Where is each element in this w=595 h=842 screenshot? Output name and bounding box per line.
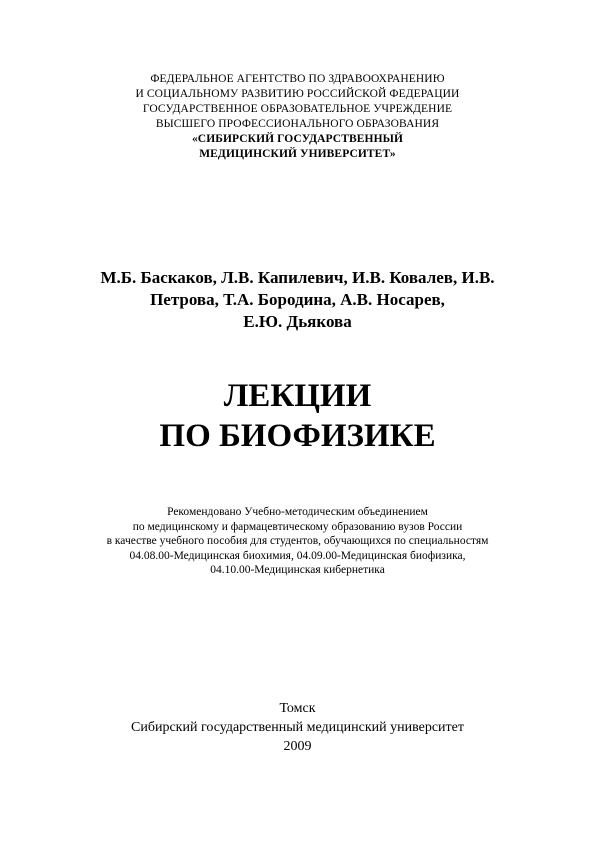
recommendation-line: 04.10.00-Медицинская кибернетика xyxy=(210,564,385,576)
title-line: ПО БИОФИЗИКЕ xyxy=(159,418,436,454)
recommendation-line: по медицинскому и фармацевтическому образованию вузов России xyxy=(132,520,463,533)
institution-line: И СОЦИАЛЬНОМУ РАЗВИТИЮ РОССИЙСКОЙ ФЕДЕРАЦИИ xyxy=(135,88,460,100)
authors-line: Е.Ю. Дьякова xyxy=(243,312,352,331)
institution-line: ГОСУДАРСТВЕННОЕ ОБРАЗОВАТЕЛЬНОЕ УЧРЕЖДЕНИЕ xyxy=(142,103,453,115)
book-title xyxy=(0,376,595,456)
recommendation-line: Рекомендовано Учебно-методическим объединением xyxy=(167,506,428,518)
title-line: ЛЕКЦИИ xyxy=(223,378,372,414)
imprint-publisher: Сибирский государственный медицинский университет xyxy=(131,720,464,735)
institution-line: ВЫСШЕГО ПРОФЕССИОНАЛЬНОГО ОБРАЗОВАНИЯ xyxy=(155,118,440,130)
university-name-line: «СИБИРСКИЙ ГОСУДАРСТВЕННЫЙ xyxy=(191,133,404,145)
imprint-city: Томск xyxy=(279,701,316,716)
institution-header xyxy=(0,72,595,162)
recommendation-note xyxy=(0,505,595,578)
authors-line: М.Б. Баскаков, Л.В. Капилевич, И.В. Ковалев, И.В. xyxy=(100,268,495,287)
authors-line: Петрова, Т.А. Бородина, А.В. Носарев, xyxy=(150,290,445,309)
imprint-year: 2009 xyxy=(283,739,312,754)
institution-line: ФЕДЕРАЛЬНОЕ АГЕНТСТВО ПО ЗДРАВООХРАНЕНИЮ xyxy=(150,73,445,85)
university-name-line: МЕДИЦИНСКИЙ УНИВЕРСИТЕТ» xyxy=(199,148,396,160)
authors xyxy=(0,267,595,333)
recommendation-line: в качестве учебного пособия для студентов, обучающихся по специальностям xyxy=(106,535,489,547)
imprint xyxy=(0,699,595,756)
recommendation-line: 04.08.00-Медицинская биохимия, 04.09.00-Медицинская биофизика, xyxy=(129,549,466,562)
